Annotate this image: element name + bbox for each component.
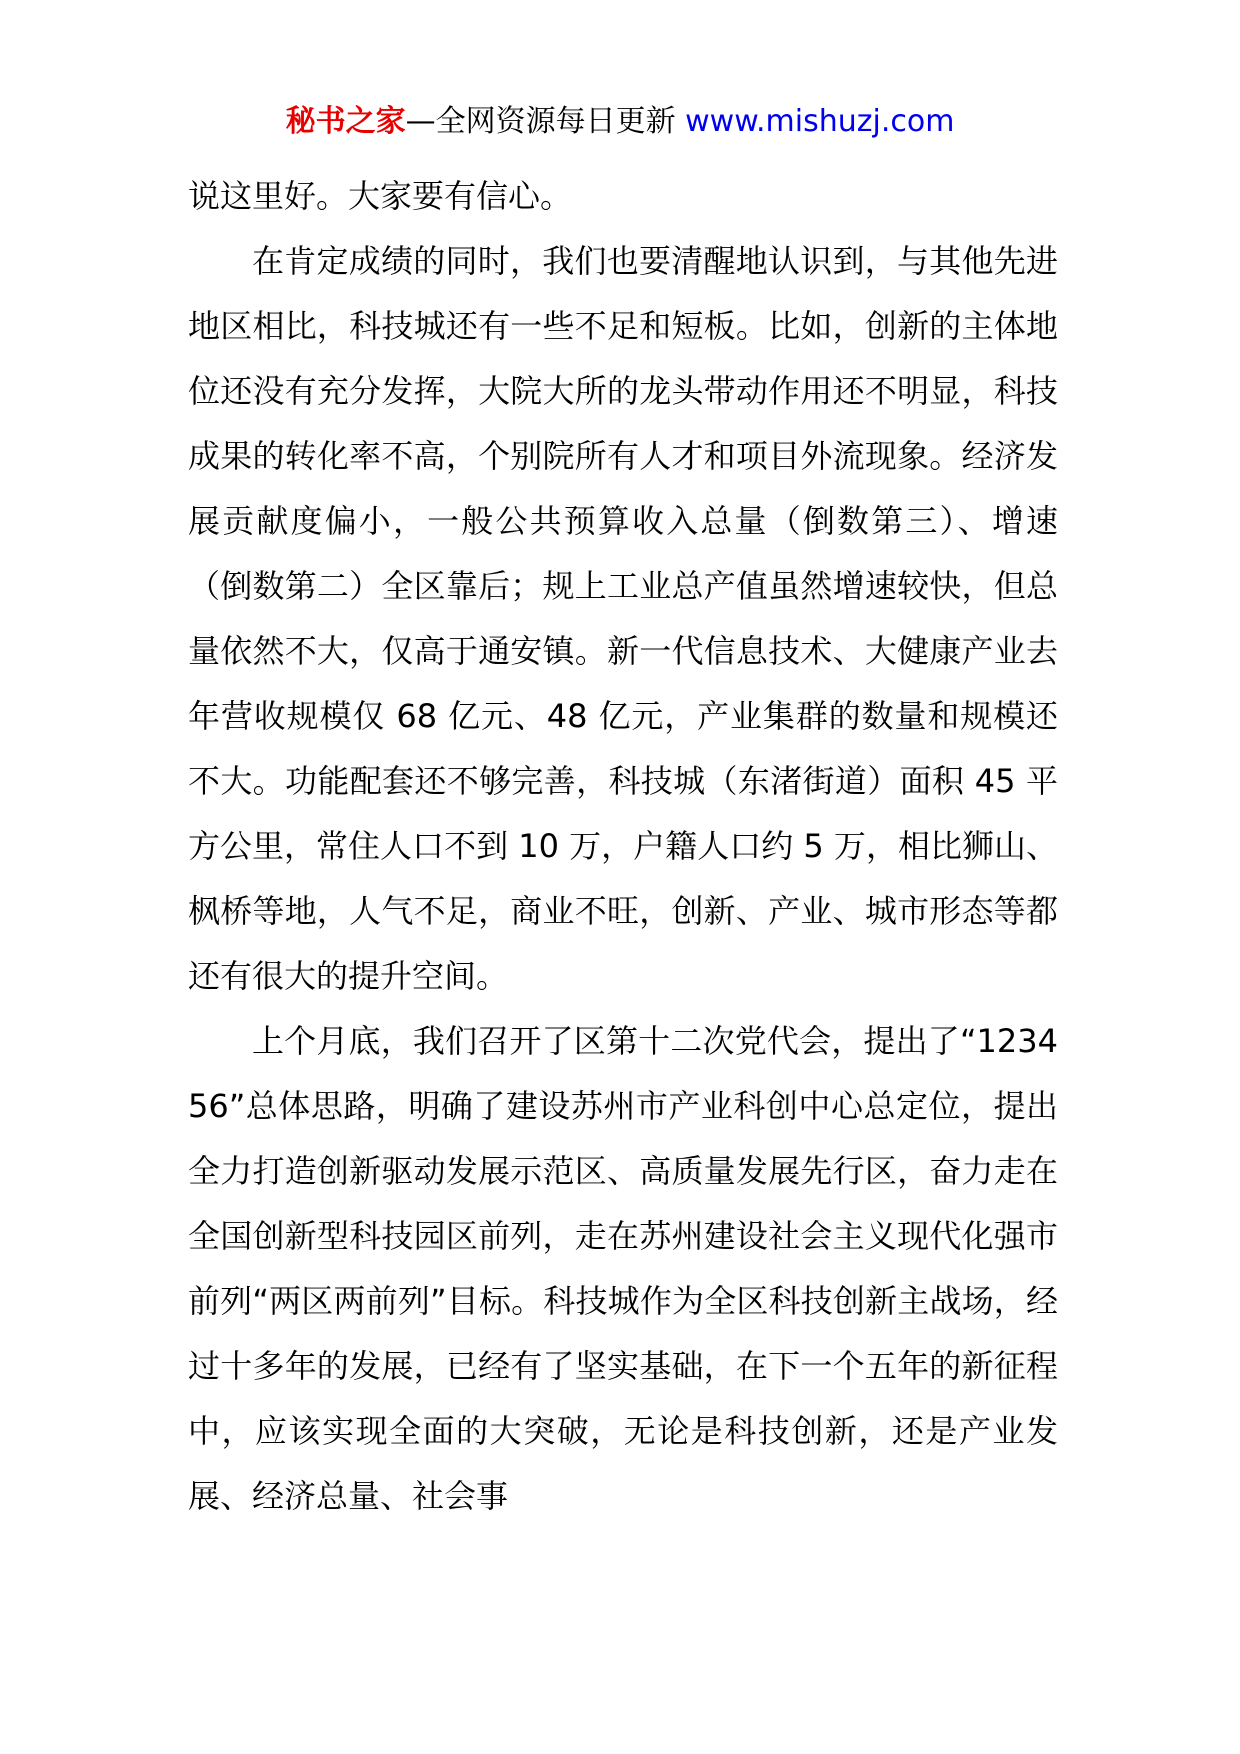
paragraph: 上个月底，我们召开了区第十二次党代会，提出了“123456”总体思路，明确了建设苏州市产业科创中心总定位，提出全力打造创新驱动发展示范区、高质量发展先行区，奋力走在全国创新型科技园区前列，走在苏州建设社会主义现代化强市前列“两区两前列”目标。科技城作为全区科技创新主战场，经过十多年的发展，已经有了坚实基础，在下一个五年的新征程中，应该实现全面的大突破，无论是科技创新，还是产业发展、经济总量、社会事 bbox=[188, 1022, 1058, 1515]
paragraph-continued: 说这里好。大家要有信心。 bbox=[188, 177, 573, 215]
paragraph: 在肯定成绩的同时，我们也要清醒地认识到，与其他先进地区相比，科技城还有一些不足和短板。比如，创新的主体地位还没有充分发挥，大院大所的龙头带动作用还不明显，科技成果的转化率不高，个别院所有人才和项目外流现象。经济发展贡献度偏小，一般公共预算收入总量（倒数第三）、增速（倒数第二）全区靠后；规上工业总产值虽然增速较快，但总量依然不大，仅高于通安镇。新一代信息技术、大健康产业去年营收规模仅 68 亿元、48 亿元，产业集群的数量和规模还不大。功能配套还不够完善，科技城（东渚街道）面积 45 平方公里，常住人口不到 10 万，户籍人口约 5 万，相比狮山、枫桥等地，人气不足，商业不旺，创新、产业、城市形态等都还有很大的提升空间。 bbox=[188, 242, 1058, 995]
document-body bbox=[188, 164, 1058, 1529]
header-slogan: —全网资源每日更新 bbox=[405, 104, 686, 139]
brand-name: 秘书之家 bbox=[285, 104, 406, 139]
site-url-link[interactable]: www.mishuzj.com bbox=[685, 104, 955, 139]
site-header bbox=[0, 100, 1240, 144]
